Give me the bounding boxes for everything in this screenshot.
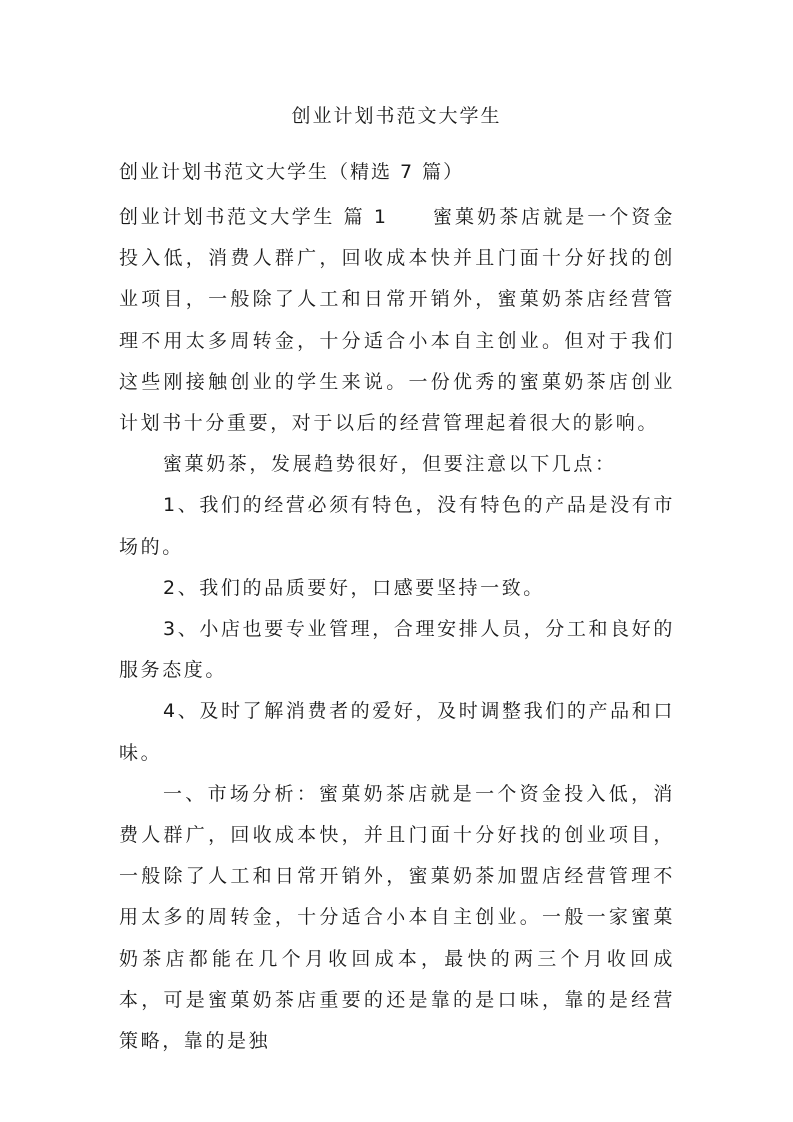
- paragraph-point-3: 3、小店也要专业管理，合理安排人员，分工和良好的服务态度。: [119, 618, 675, 682]
- paragraph-point-1: 1、我们的经营必须有特色，没有特色的产品是没有市场的。: [119, 494, 675, 558]
- paragraph-market-analysis: 一、市场分析：蜜菓奶茶店就是一个资金投入低，消费人群广，回收成本快，并且门面十分好找的创业项目，一般除了人工和日常开销外，蜜菓奶茶加盟店经营管理不用太多的周转金，十分适合小本自主创业。一般一家蜜菓奶茶店都能在几个月收回成本，最快的两三个月收回成本，可是蜜菓奶茶店重要的还是靠的是口味，靠的是经营策略，靠的是独: [119, 782, 675, 1053]
- paragraph-point-2: 2、我们的品质要好，口感要坚持一致。: [163, 576, 545, 599]
- document-body: [119, 197, 675, 1062]
- section-label: 创业计划书范文大学生 篇 1: [119, 206, 389, 228]
- paragraph-trend: 蜜菓奶茶，发展趋势很好，但要注意以下几点：: [163, 453, 617, 476]
- intro-text: 蜜菓奶茶店就是一个资金投入低，消费人群广，回收成本快并且门面十分好找的创业项目，一般除了人工和日常开销外，蜜菓奶茶店经营管理不用太多周转金，十分适合小本自主创业。但对于我们这些刚接触创业的学生来说。一份优秀的蜜菓奶茶店创业计划书十分重要，对于以后的经营管理起着很大的影响。: [119, 206, 675, 435]
- paragraph-point-4: 4、及时了解消费者的爱好，及时调整我们的产品和口味。: [119, 700, 675, 764]
- document-title: 创业计划书范文大学生: [291, 105, 502, 127]
- intro-paragraph: [119, 197, 675, 444]
- document-subtitle: 创业计划书范文大学生（精选 7 篇）: [119, 161, 465, 183]
